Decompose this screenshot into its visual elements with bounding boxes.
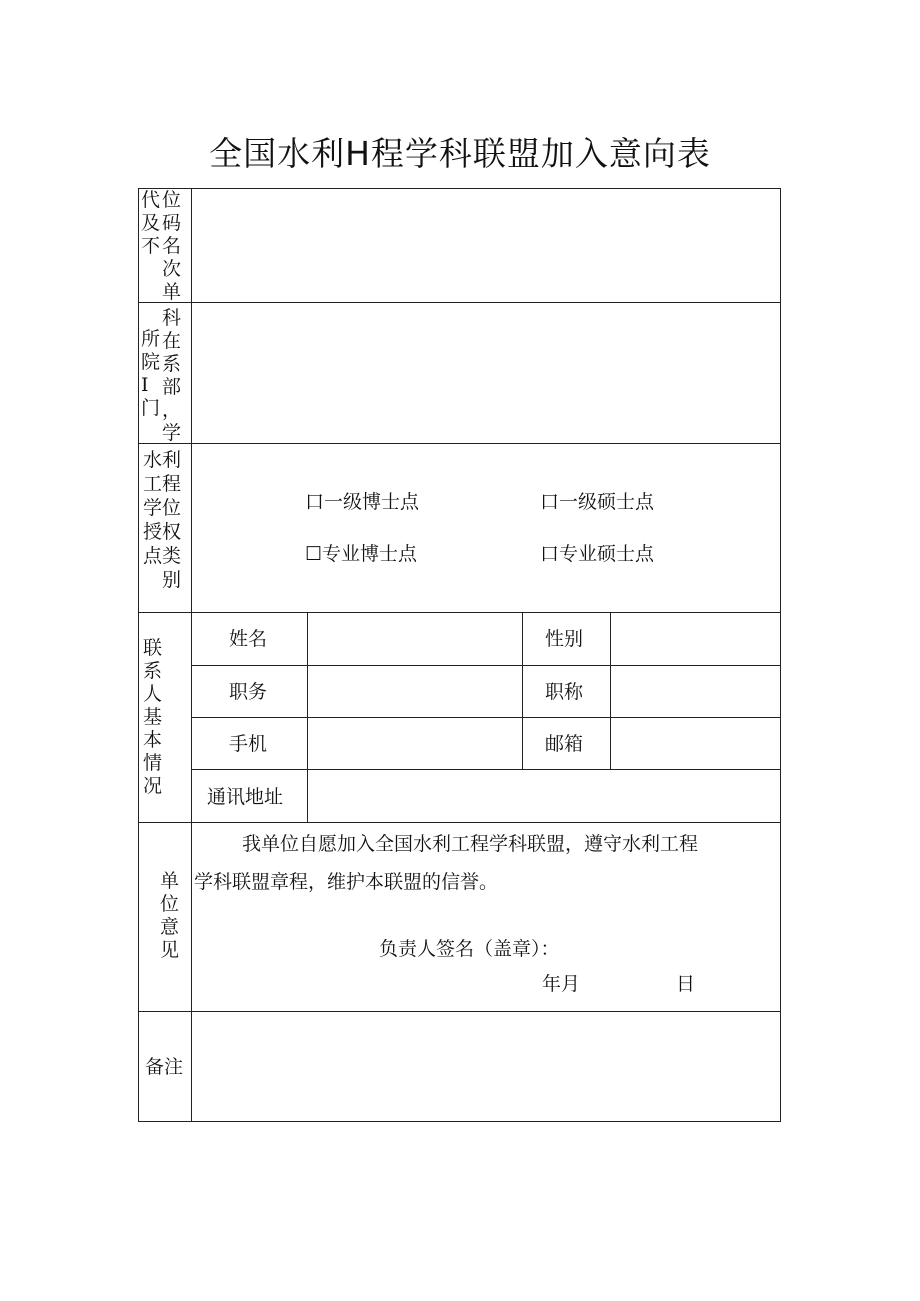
degree-type-label: 水利 工程 学位 授权 点类 别 [143, 449, 182, 591]
table-border-right [780, 188, 781, 1122]
row-divider [138, 1011, 781, 1012]
row-divider [191, 717, 781, 718]
row-divider [138, 302, 781, 303]
mobile-field[interactable] [309, 719, 521, 768]
dept-label-col1: 所 院 I 门 [141, 328, 161, 419]
column-divider [610, 612, 611, 769]
row-divider [191, 769, 781, 770]
table-border-left [138, 188, 139, 1122]
checkbox-mark[interactable]: 口 [540, 491, 560, 513]
title-label: 职称 [545, 681, 584, 703]
contact-label: 联 系 人 基 本 情 况 [143, 637, 163, 797]
column-divider [307, 612, 308, 822]
label-column-divider [191, 188, 192, 1122]
checkbox-mark[interactable]: ☐ [305, 543, 323, 565]
option-professional-doctoral[interactable]: ☐专业博士点 [305, 543, 418, 565]
name-field[interactable] [309, 614, 521, 664]
option-first-level-doctoral[interactable]: 口一级博士点 [305, 491, 420, 513]
opinion-statement-line2: 学科联盟章程，维护本联盟的信誉。 [194, 871, 499, 893]
page-title: 全国水利H程学科联盟加入意向表 [209, 134, 711, 173]
unit-name-field[interactable] [193, 190, 779, 301]
signature-label: 负责人签名（盖章）： [379, 938, 560, 960]
address-label: 通讯地址 [207, 786, 284, 808]
opinion-label: 单 位 意 见 [160, 870, 180, 961]
remarks-field[interactable] [193, 1013, 779, 1120]
title-field[interactable] [612, 667, 779, 716]
name-label: 姓名 [229, 628, 268, 650]
unit-label-col2: 位 码 名 次 单 [162, 189, 182, 303]
unit-label-col1: 代 及 不 [141, 189, 161, 257]
dept-label-col2: 科 在 系 部 ， 学 [162, 307, 182, 444]
position-field[interactable] [309, 667, 521, 716]
row-divider [138, 822, 781, 823]
checkbox-mark[interactable]: 口 [540, 543, 560, 565]
row-divider [191, 665, 781, 666]
opinion-statement-line1: 我单位自愿加入全国水利工程学科联盟，遵守水利工程 [242, 833, 699, 855]
option-professional-master[interactable]: 口专业硕士点 [540, 543, 655, 565]
department-field[interactable] [193, 304, 779, 442]
gender-label: 性别 [545, 628, 584, 650]
remarks-label: 备注 [145, 1056, 184, 1078]
row-divider [138, 443, 781, 444]
option-first-level-master[interactable]: 口一级硕士点 [540, 491, 655, 513]
checkbox-mark[interactable]: 口 [305, 491, 325, 513]
mobile-label: 手机 [229, 733, 268, 755]
date-year-month: 年月 [542, 973, 581, 995]
email-field[interactable] [612, 719, 779, 768]
row-divider [138, 612, 781, 613]
email-label: 邮箱 [545, 733, 584, 755]
gender-field[interactable] [612, 614, 779, 664]
address-field[interactable] [309, 771, 779, 821]
table-border-top [138, 188, 781, 189]
table-border-bottom [138, 1121, 781, 1122]
column-divider [522, 612, 523, 769]
date-day: 日 [676, 973, 696, 995]
position-label: 职务 [229, 681, 268, 703]
